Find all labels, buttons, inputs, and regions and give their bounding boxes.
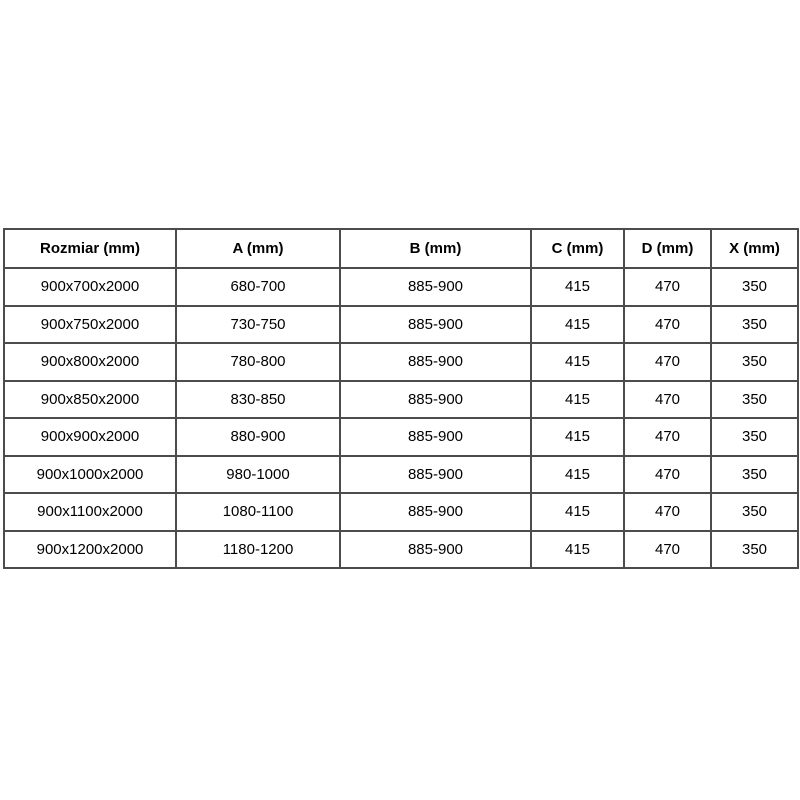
table-row	[4, 418, 798, 456]
table-cell: 885-900	[340, 493, 531, 531]
column-header: C (mm)	[531, 229, 624, 268]
table-cell: 885-900	[340, 456, 531, 494]
table-cell: 350	[711, 418, 798, 456]
table-cell: 900x900x2000	[4, 418, 176, 456]
table-row	[4, 343, 798, 381]
table-header-row	[4, 229, 798, 268]
table-cell: 415	[531, 531, 624, 569]
table-cell: 470	[624, 343, 711, 381]
table-row	[4, 306, 798, 344]
table-row	[4, 493, 798, 531]
table-cell: 470	[624, 418, 711, 456]
table-cell: 1080-1100	[176, 493, 340, 531]
table-cell: 885-900	[340, 343, 531, 381]
table-cell: 900x850x2000	[4, 381, 176, 419]
table-cell: 885-900	[340, 531, 531, 569]
table-cell: 350	[711, 343, 798, 381]
table-cell: 470	[624, 306, 711, 344]
column-header: A (mm)	[176, 229, 340, 268]
table-cell: 415	[531, 456, 624, 494]
table-cell: 885-900	[340, 306, 531, 344]
table-cell: 900x800x2000	[4, 343, 176, 381]
column-header: B (mm)	[340, 229, 531, 268]
table-cell: 885-900	[340, 381, 531, 419]
table-cell: 880-900	[176, 418, 340, 456]
table-row	[4, 381, 798, 419]
table-cell: 900x1200x2000	[4, 531, 176, 569]
table-cell: 780-800	[176, 343, 340, 381]
table-cell: 415	[531, 418, 624, 456]
table-cell: 885-900	[340, 268, 531, 306]
table-cell: 980-1000	[176, 456, 340, 494]
table-cell: 415	[531, 268, 624, 306]
table-cell: 415	[531, 306, 624, 344]
table-cell: 350	[711, 456, 798, 494]
table-row	[4, 268, 798, 306]
table-cell: 470	[624, 381, 711, 419]
table-cell: 1180-1200	[176, 531, 340, 569]
column-header: X (mm)	[711, 229, 798, 268]
column-header: D (mm)	[624, 229, 711, 268]
table-row	[4, 456, 798, 494]
column-header: Rozmiar (mm)	[4, 229, 176, 268]
table-cell: 415	[531, 343, 624, 381]
table-cell: 350	[711, 306, 798, 344]
table-cell: 350	[711, 531, 798, 569]
table-cell: 900x700x2000	[4, 268, 176, 306]
table-cell: 885-900	[340, 418, 531, 456]
table-cell: 900x750x2000	[4, 306, 176, 344]
table-cell: 350	[711, 493, 798, 531]
table-cell: 470	[624, 531, 711, 569]
table-cell: 470	[624, 268, 711, 306]
table-cell: 470	[624, 456, 711, 494]
size-dimension-table	[3, 228, 799, 569]
table-cell: 830-850	[176, 381, 340, 419]
table-cell: 730-750	[176, 306, 340, 344]
table-cell: 680-700	[176, 268, 340, 306]
table-cell: 900x1100x2000	[4, 493, 176, 531]
table-cell: 470	[624, 493, 711, 531]
table-cell: 350	[711, 268, 798, 306]
table-cell: 350	[711, 381, 798, 419]
table-cell: 415	[531, 493, 624, 531]
table-cell: 415	[531, 381, 624, 419]
table-cell: 900x1000x2000	[4, 456, 176, 494]
table-row	[4, 531, 798, 569]
